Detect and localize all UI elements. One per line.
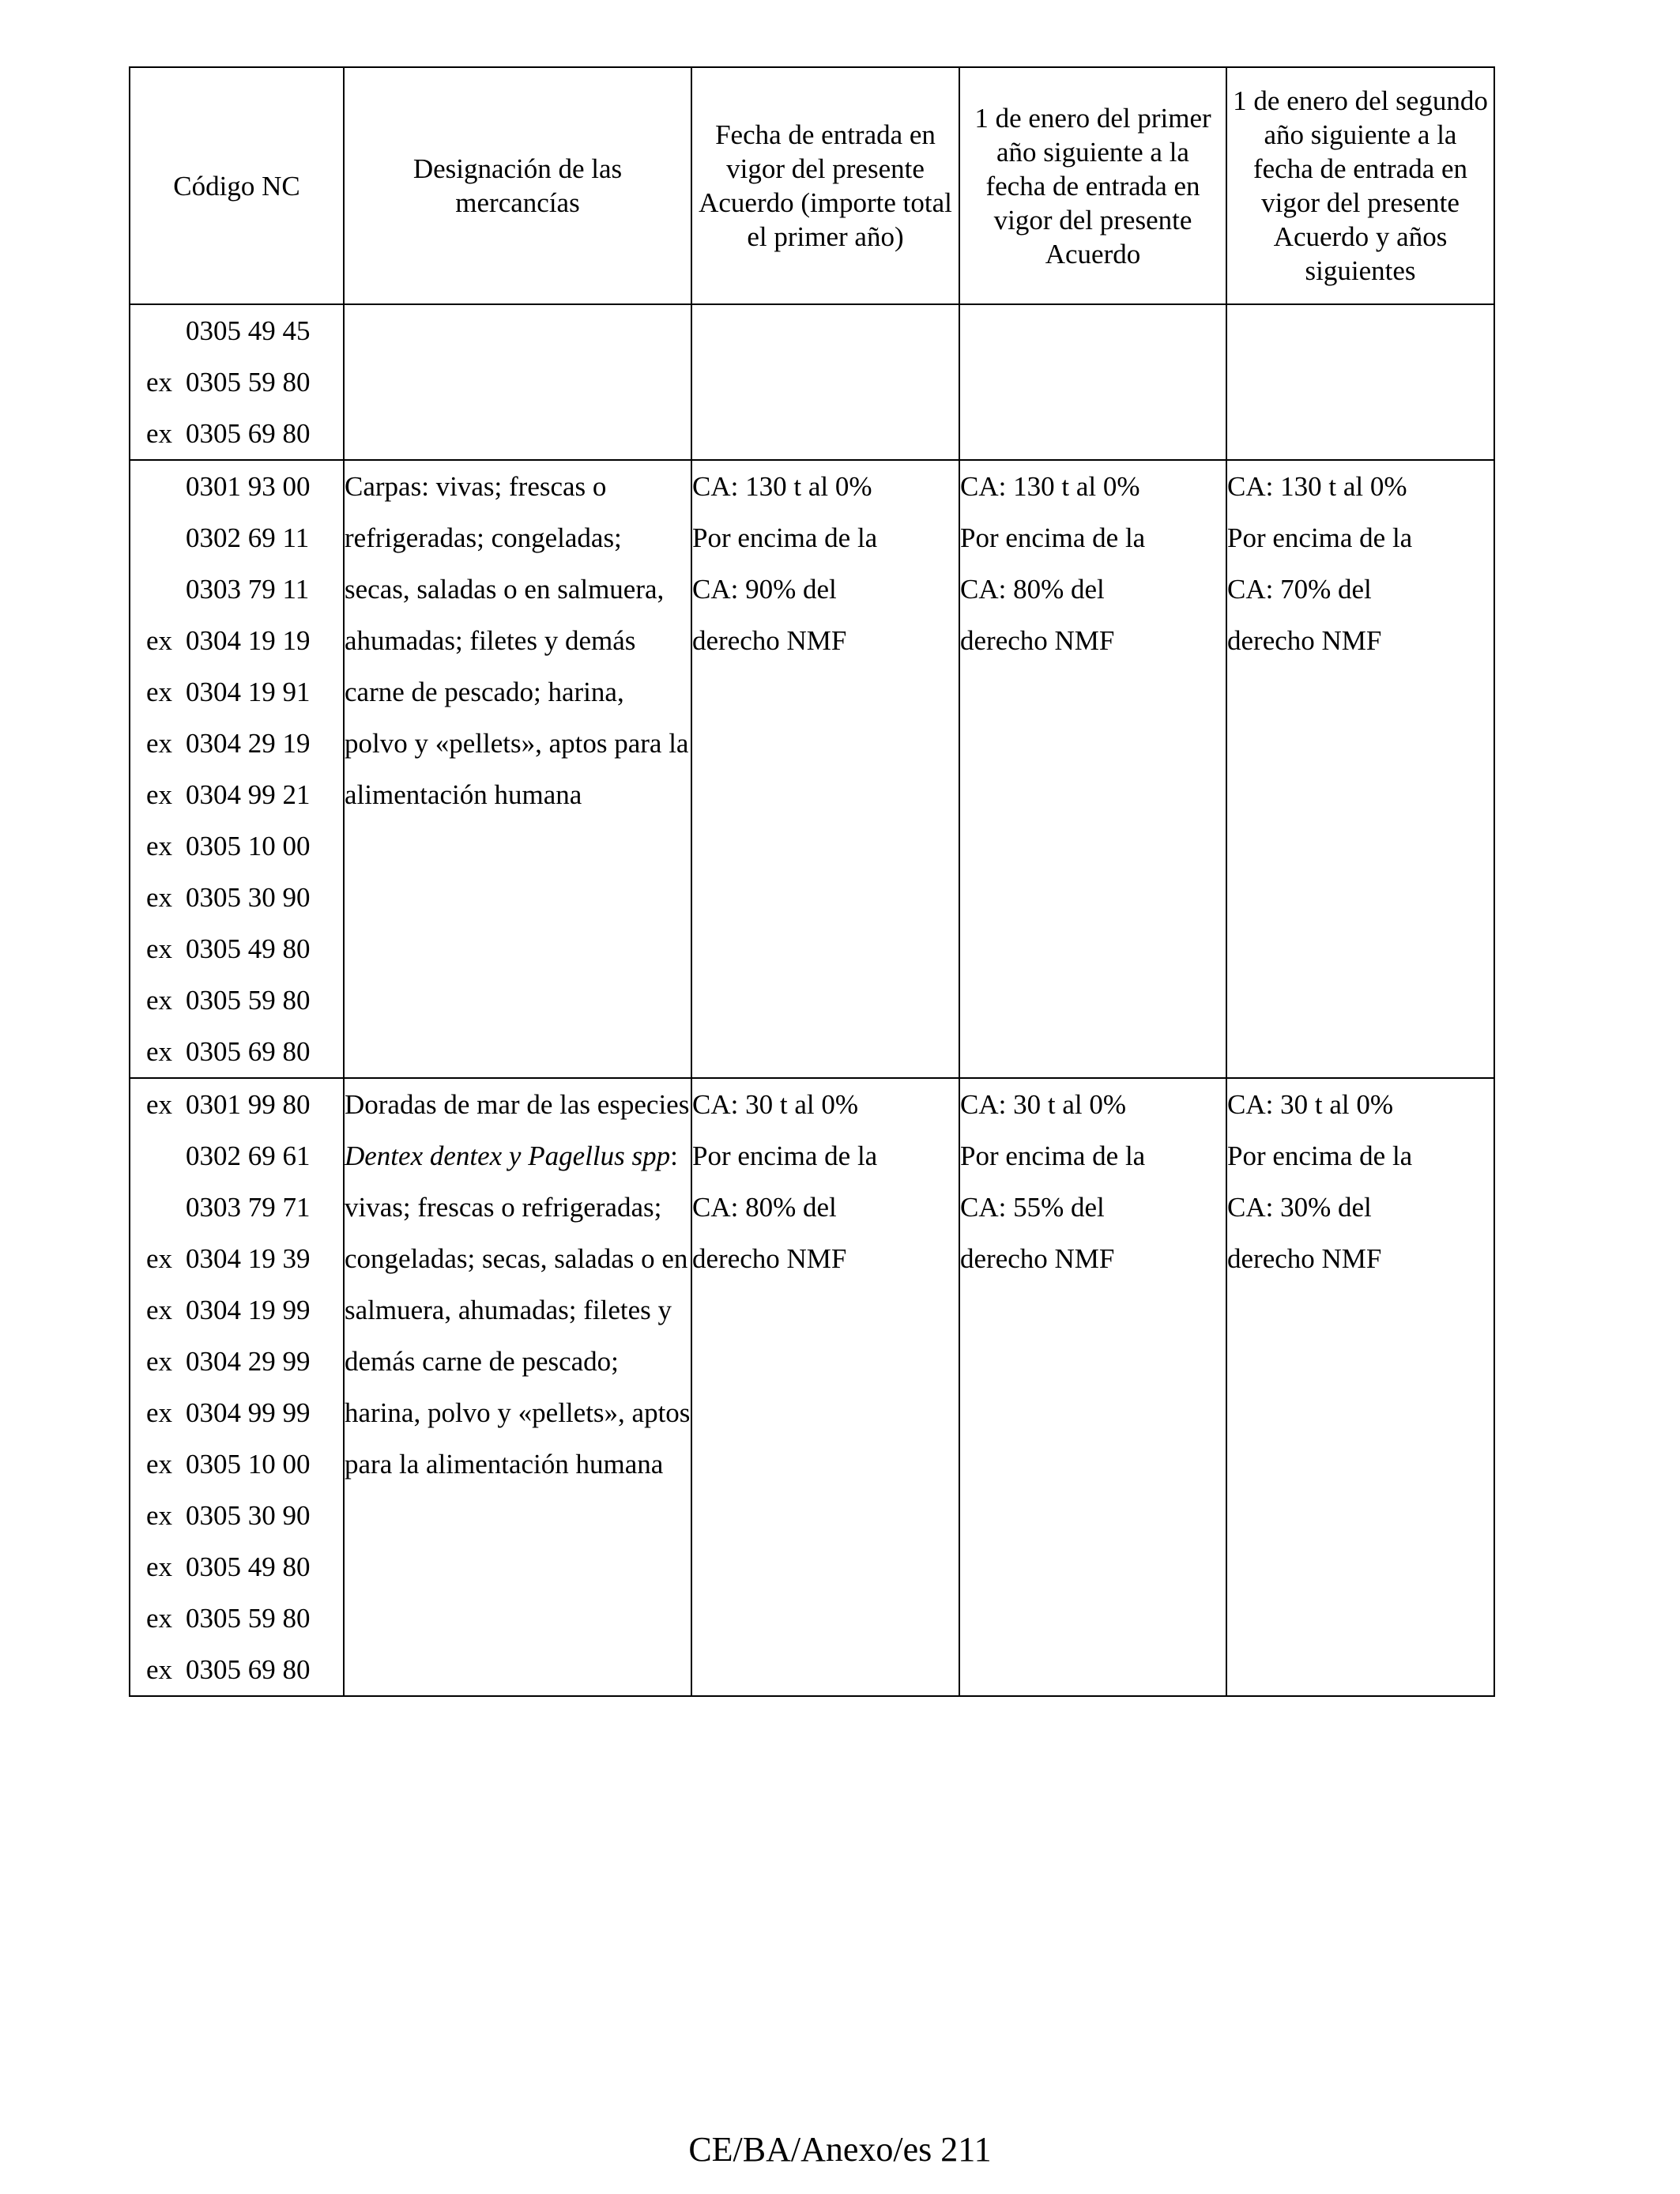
cn-code-value: 0304 99 21 (186, 779, 311, 810)
quota-text-line: CA: 30 t al 0% (692, 1089, 858, 1120)
cn-code-line (130, 1233, 343, 1284)
table-header-row (130, 67, 1494, 304)
cn-code-value: 0304 19 19 (186, 625, 311, 656)
cn-code-line (130, 872, 343, 923)
cn-code-prefix: ex (146, 779, 173, 810)
cn-code-line (130, 1079, 343, 1130)
quota-first-year-cell (959, 1078, 1226, 1696)
cn-code-prefix: ex (146, 1551, 173, 1582)
cn-code-value: 0305 69 80 (186, 1036, 311, 1067)
table-row (130, 304, 1494, 460)
cn-code-prefix: ex (146, 831, 173, 861)
cn-code-prefix: ex (146, 933, 173, 964)
quota-text-line: derecho NMF (1227, 625, 1382, 656)
quota-entry-into-force-cell (691, 1078, 959, 1696)
cn-code-prefix: ex (146, 1243, 173, 1274)
cn-code-prefix: ex (146, 1500, 173, 1531)
cn-code-value: 0305 49 80 (186, 1551, 311, 1582)
quota-text-line: derecho NMF (692, 625, 847, 656)
cn-code-prefix: ex (146, 985, 173, 1016)
cn-code-line (130, 718, 343, 769)
goods-description-cell (344, 1078, 691, 1696)
table-row (130, 460, 1494, 1078)
cn-code-prefix (146, 305, 186, 356)
cn-code-value: 0304 29 99 (186, 1346, 311, 1377)
cn-code-prefix: ex (146, 728, 173, 759)
cn-code-value: 0304 19 39 (186, 1243, 311, 1274)
quota-text-line: CA: 130 t al 0% (960, 471, 1140, 502)
cn-code-line (130, 305, 343, 356)
cn-code-value: 0305 59 80 (186, 367, 311, 398)
cn-code-prefix (146, 1130, 186, 1182)
cn-code-value: 0304 99 99 (186, 1397, 311, 1428)
cn-code-prefix (146, 461, 186, 512)
cn-code-line (130, 1541, 343, 1593)
quota-second-year-cell (1226, 304, 1494, 460)
cn-code-line (130, 1284, 343, 1336)
description-text: Doradas de mar de las especies (345, 1089, 690, 1120)
cn-code-value: 0305 69 80 (186, 1654, 311, 1685)
cn-code-value: 0305 30 90 (186, 882, 311, 913)
cn-code-prefix: ex (146, 1603, 173, 1634)
cn-code-line (130, 974, 343, 1026)
cn-code-value: 0304 19 99 (186, 1295, 311, 1325)
cn-code-value: 0305 59 80 (186, 1603, 311, 1634)
cn-code-value: 0305 10 00 (186, 831, 311, 861)
cn-code-line (130, 923, 343, 974)
quota-second-year-cell (1226, 1078, 1494, 1696)
cn-code-prefix: ex (146, 1346, 173, 1377)
cn-code-line (130, 1438, 343, 1490)
header-first-year: 1 de enero del primer año siguiente a la fecha de entrada en vigor del presente Acuerdo (959, 67, 1226, 304)
page-reference: CE/BA/Anexo/es 211 (688, 2130, 992, 2169)
quota-text-line: CA: 90% del (692, 574, 837, 605)
cn-code-prefix: ex (146, 677, 173, 707)
header-entry-into-force: Fecha de entrada en vigor del presente Acuerdo (importe total el primer año) (691, 67, 959, 304)
quota-text-line: Por encima de la (960, 522, 1146, 553)
quota-first-year-cell (959, 304, 1226, 460)
cn-code-prefix (146, 512, 186, 564)
cn-code-value: 0305 10 00 (186, 1449, 311, 1480)
cn-code-prefix: ex (146, 1654, 173, 1685)
quota-text-line: CA: 30 t al 0% (960, 1089, 1126, 1120)
cn-code-value: 0305 69 80 (186, 418, 311, 449)
table-body (130, 304, 1494, 1696)
description-text: : vivas; frescas o refrigeradas; congeladas; secas, saladas o en salmuera, ahumadas; filetes y demás carne de pescado; harina, polvo y «pellets», aptos para la alimentación humana (345, 1140, 691, 1480)
cn-code-line (130, 356, 343, 408)
goods-description-cell (344, 304, 691, 460)
cn-code-line (130, 1387, 343, 1438)
quota-text-line: CA: 30 t al 0% (1227, 1089, 1393, 1120)
quota-text-line: Por encima de la (692, 522, 878, 553)
cn-code-line (130, 666, 343, 718)
cn-code-value: 0304 29 19 (186, 728, 311, 759)
quota-entry-into-force-cell (691, 460, 959, 1078)
cn-code-value: 0303 79 11 (186, 574, 310, 605)
cn-code-prefix: ex (146, 1449, 173, 1480)
quota-first-year-cell (959, 460, 1226, 1078)
cn-code-value: 0305 30 90 (186, 1500, 311, 1531)
tariff-quota-table (129, 66, 1495, 1697)
cn-code-line (130, 461, 343, 512)
quota-text-line: Por encima de la (960, 1140, 1146, 1171)
quota-text-line: CA: 70% del (1227, 574, 1372, 605)
goods-description-cell (344, 460, 691, 1078)
quota-text-line: Por encima de la (1227, 1140, 1413, 1171)
header-second-year: 1 de enero del segundo año siguiente a la fecha de entrada en vigor del presente Acuerdo y años siguientes (1226, 67, 1494, 304)
quota-text-line: derecho NMF (1227, 1243, 1382, 1274)
cn-code-line (130, 820, 343, 872)
quota-text-line: derecho NMF (960, 1243, 1115, 1274)
cn-code-prefix: ex (146, 1089, 173, 1120)
quota-second-year-cell (1226, 460, 1494, 1078)
cn-codes-cell (130, 304, 344, 460)
cn-code-value: 0301 93 00 (186, 471, 311, 502)
header-goods-description: Designación de las mercancías (344, 67, 691, 304)
species-name-italic: Dentex dentex y Pagellus spp (345, 1140, 671, 1171)
quota-text-line: Por encima de la (692, 1140, 878, 1171)
cn-code-line (130, 615, 343, 666)
quota-entry-into-force-cell (691, 304, 959, 460)
quota-text-line: CA: 80% del (692, 1192, 837, 1223)
cn-code-line (130, 564, 343, 615)
cn-code-value: 0305 49 80 (186, 933, 311, 964)
cn-code-line (130, 1130, 343, 1182)
cn-code-prefix: ex (146, 1295, 173, 1325)
table-row (130, 1078, 1494, 1696)
cn-code-line (130, 408, 343, 459)
cn-code-prefix: ex (146, 882, 173, 913)
cn-code-prefix: ex (146, 1036, 173, 1067)
cn-code-prefix (146, 564, 186, 615)
cn-code-line (130, 1644, 343, 1695)
header-cn-code: Código NC (130, 67, 344, 304)
cn-code-line (130, 1490, 343, 1541)
cn-code-value: 0305 49 45 (186, 315, 311, 346)
cn-code-line (130, 1593, 343, 1644)
cn-code-value: 0302 69 61 (186, 1140, 311, 1171)
cn-code-line (130, 769, 343, 820)
quota-text-line: CA: 130 t al 0% (1227, 471, 1407, 502)
cn-code-value: 0301 99 80 (186, 1089, 311, 1120)
cn-code-prefix: ex (146, 625, 173, 656)
cn-code-line (130, 512, 343, 564)
quota-text-line: CA: 130 t al 0% (692, 471, 872, 502)
cn-code-prefix: ex (146, 418, 173, 449)
cn-code-value: 0302 69 11 (186, 522, 310, 553)
cn-code-prefix: ex (146, 1397, 173, 1428)
cn-code-line (130, 1182, 343, 1233)
cn-code-line (130, 1026, 343, 1077)
quota-text-line: derecho NMF (960, 625, 1115, 656)
quota-text-line: CA: 55% del (960, 1192, 1105, 1223)
quota-text-line: derecho NMF (692, 1243, 847, 1274)
cn-codes-cell (130, 1078, 344, 1696)
cn-code-value: 0303 79 71 (186, 1192, 311, 1223)
cn-code-prefix: ex (146, 367, 173, 398)
quota-text-line: Por encima de la (1227, 522, 1413, 553)
cn-code-value: 0305 59 80 (186, 985, 311, 1016)
description-text: Carpas: vivas; frescas o refrigeradas; congeladas; secas, saladas o en salmuera, ahumadas; filetes y demás carne de pescado; harina, polvo y «pellets», aptos para la alimentación humana (345, 471, 689, 810)
cn-code-value: 0304 19 91 (186, 677, 311, 707)
cn-code-line (130, 1336, 343, 1387)
cn-code-prefix (146, 1182, 186, 1233)
cn-codes-cell (130, 460, 344, 1078)
quota-text-line: CA: 30% del (1227, 1192, 1372, 1223)
quota-text-line: CA: 80% del (960, 574, 1105, 605)
